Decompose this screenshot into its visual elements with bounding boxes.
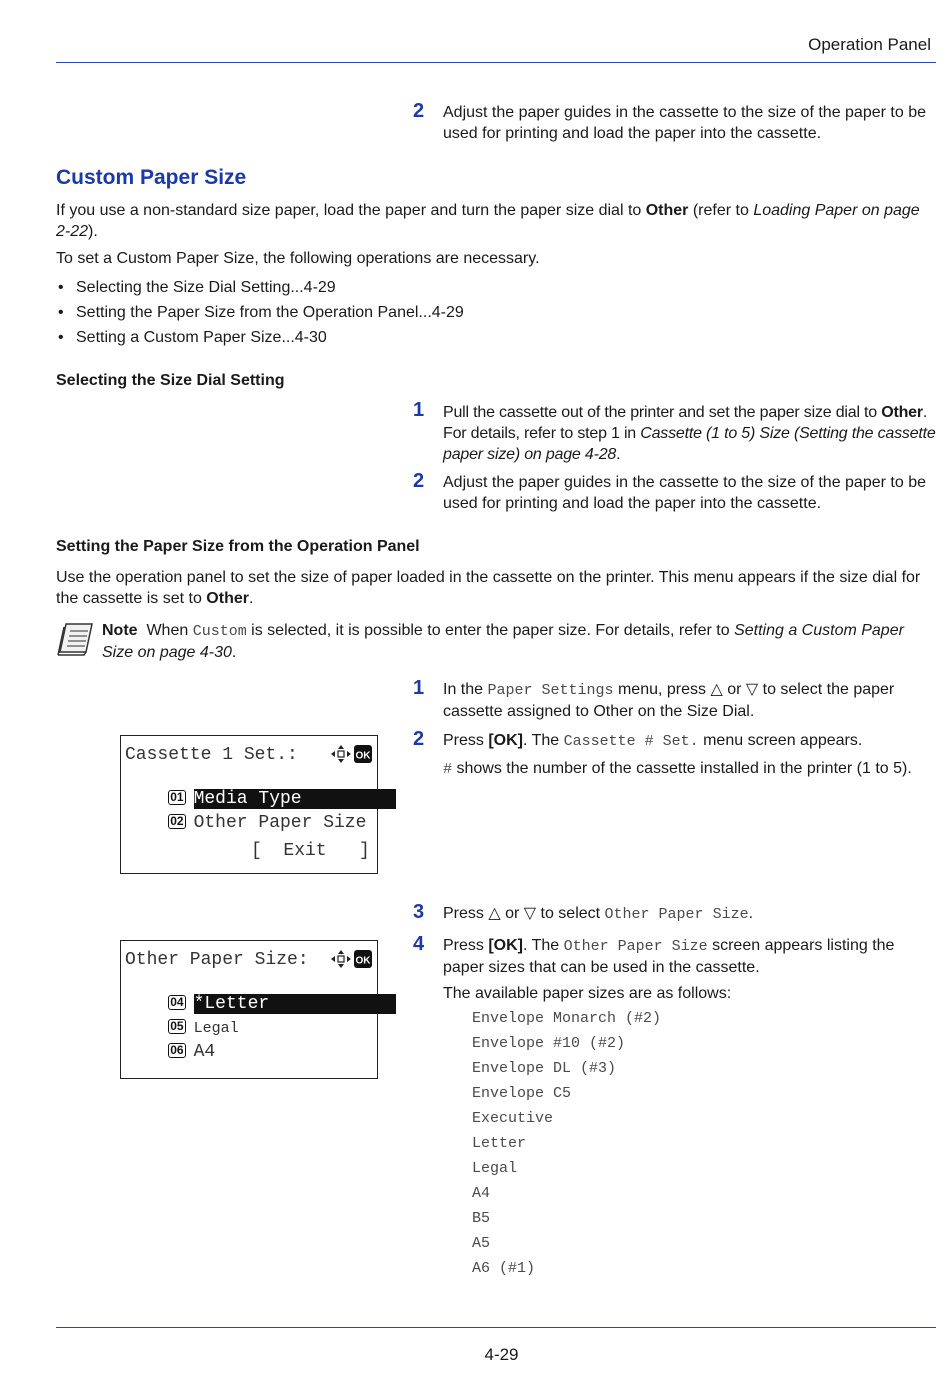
section-title: Custom Paper Size [56, 166, 247, 189]
list-item: A4 [472, 1185, 491, 1202]
list-item: Envelope DL (#3) [472, 1060, 617, 1077]
section-paragraph-1: If you use a non-standard size paper, load the paper and turn the paper size dial to Other (refer to Loading Paper on page 2-22). [56, 202, 920, 240]
lcd-exit-option: [ Exit ] [251, 841, 370, 861]
lcd-menu-item-legal: 05 Legal [170, 1019, 239, 1037]
list-item: Letter [472, 1135, 527, 1152]
lcd-menu-item-a4: 06 A4 [170, 1042, 216, 1062]
list-item: Executive [472, 1110, 554, 1127]
dpad-arrows-icon [329, 949, 373, 969]
step-number: 1 [413, 399, 425, 421]
lcd-menu-item-letter: 04 *Letter [125, 974, 362, 1034]
step-text: Adjust the paper guides in the cassette to the size of the paper to be used for printing and load the paper into the cassette. [443, 474, 926, 512]
subsection-title: Setting the Paper Size from the Operation Panel [56, 538, 420, 555]
lcd-screen-other-paper-size [120, 940, 378, 1079]
running-header: Operation Panel [808, 35, 931, 54]
lcd-title: Cassette 1 Set.: [125, 745, 298, 765]
lcd-title: Other Paper Size: [125, 950, 309, 970]
step-text: In the Paper Settings menu, press △ or ▽ to select the paper cassette assigned to Other on the Size Dial. [443, 681, 895, 720]
list-item: Envelope #10 (#2) [472, 1035, 626, 1052]
lcd-item-number: 04 [170, 995, 184, 1009]
step-note: # shows the number of the cassette installed in the printer (1 to 5). [443, 760, 912, 778]
list-item: A5 [472, 1235, 491, 1252]
lcd-item-number: 06 [170, 1043, 184, 1057]
list-item: • Setting a Custom Paper Size...4-30 [58, 329, 327, 346]
subsection-title: Selecting the Size Dial Setting [56, 372, 285, 389]
dpad-arrows-icon [329, 744, 373, 764]
step-text: Press △ or ▽ to select Other Paper Size. [443, 905, 754, 923]
subsection-paragraph: Use the operation panel to set the size of paper loaded in the cassette on the printer. This menu appears if the size dial for the cassette is set to Other. [56, 569, 921, 607]
lcd-item-number: 01 [170, 790, 184, 804]
step-text: Press [OK]. The Other Paper Size screen appears listing the paper sizes that can be used in the cassette. [443, 937, 895, 976]
svg-text:OK: OK [355, 955, 371, 967]
header-rule [56, 62, 936, 63]
section-paragraph-2: To set a Custom Paper Size, the following operations are necessary. [56, 250, 540, 267]
list-item: A6 (#1) [472, 1260, 536, 1277]
step-number: 1 [413, 677, 425, 699]
footer-rule [56, 1327, 936, 1328]
list-item: Envelope C5 [472, 1085, 572, 1102]
step-text: Adjust the paper guides in the cassette to the size of the paper to be used for printing and load the paper into the cassette. [443, 104, 926, 142]
list-item: B5 [472, 1210, 491, 1227]
step-text: Pull the cassette out of the printer and set the paper size dial to Other. For details, refer to step 1 in Cassette (1 to 5) Size (Setting the cassette paper size) on page 4-28. [443, 404, 936, 463]
lcd-item-number: 05 [170, 1019, 184, 1033]
note-book-icon [56, 618, 96, 658]
step-number: 2 [413, 100, 425, 122]
step-note: The available paper sizes are as follows: [443, 985, 732, 1002]
lcd-screen-cassette-set [120, 735, 378, 874]
list-item: • Selecting the Size Dial Setting...4-29 [58, 279, 336, 296]
list-item: Envelope Monarch (#2) [472, 1010, 662, 1027]
lcd-item-number: 02 [170, 814, 184, 828]
lcd-menu-item-media-type: 01 Media Type [125, 769, 362, 829]
step-number: 2 [413, 470, 425, 492]
list-item: Legal [472, 1160, 518, 1177]
step-number: 3 [413, 901, 425, 923]
note-text: Note When Custom is selected, it is possible to enter the paper size. For details, refer to Setting a Custom Paper Size on page 4-30. [102, 622, 904, 661]
step-number: 2 [413, 728, 425, 750]
step-text: Press [OK]. The Cassette # Set. menu screen appears. [443, 732, 863, 750]
paper-size-list [472, 1009, 661, 1284]
list-item: • Setting the Paper Size from the Operation Panel...4-29 [58, 304, 464, 321]
page-number: 4-29 [484, 1345, 519, 1364]
lcd-menu-item-other-paper-size: 02 Other Paper Size [170, 813, 367, 833]
step-number: 4 [413, 933, 425, 955]
svg-text:OK: OK [355, 750, 371, 762]
